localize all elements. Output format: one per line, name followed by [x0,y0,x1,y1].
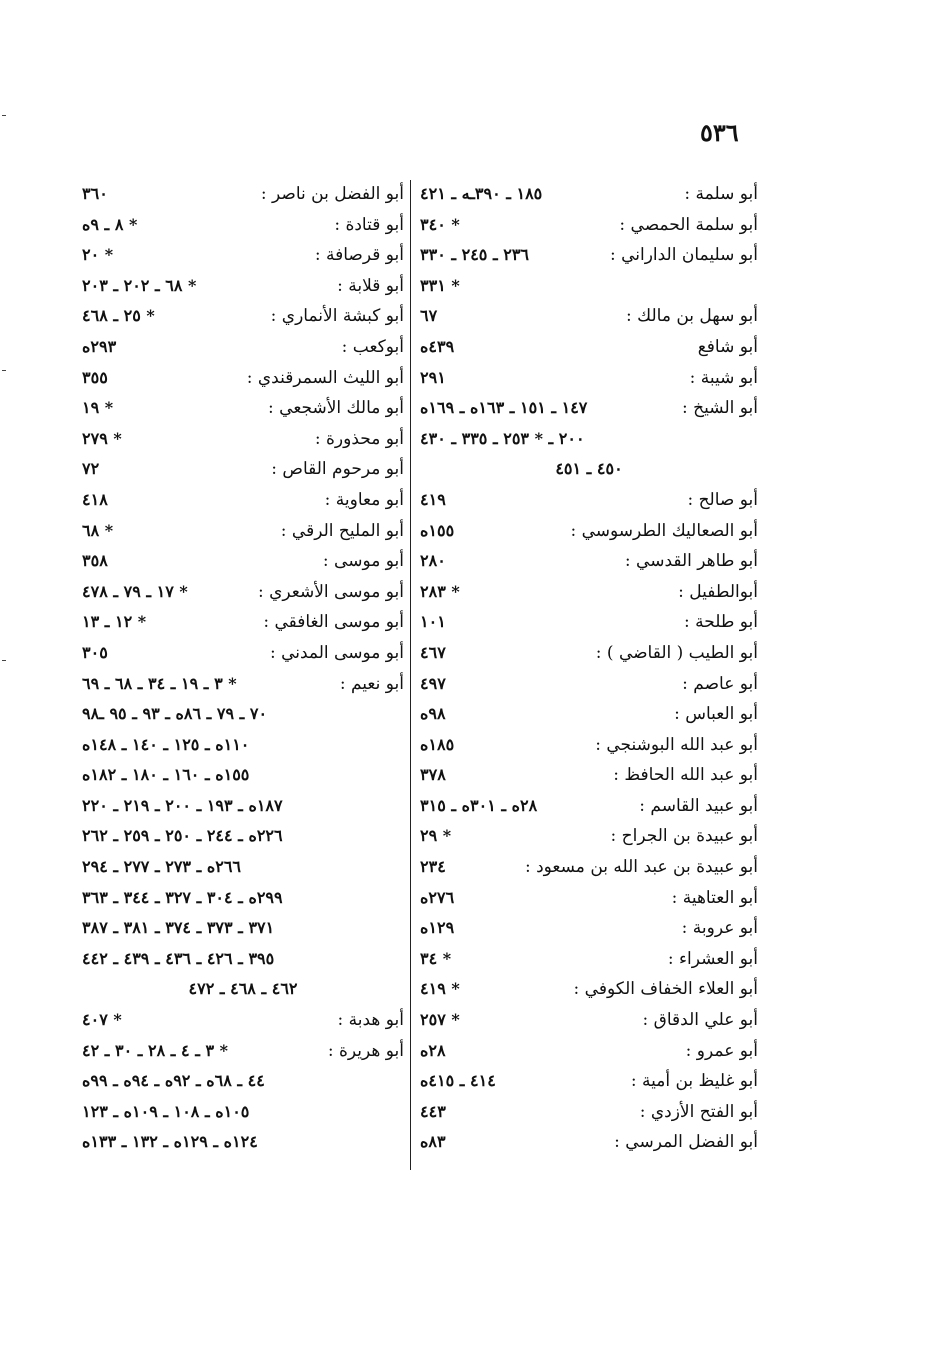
entry-page-refs: ٧٢ [82,459,100,479]
index-entry [82,638,404,669]
index-entry [420,607,758,638]
index-entry-continuation [82,944,404,975]
entry-page-refs: ٣٠٥ [82,642,108,662]
entry-page-refs: ٣٩٥ ـ ٤٢٦ ـ ٤٣٦ ـ ٤٣٩ ـ ٤٤٢ [82,948,275,968]
entry-name: أبو شافع [697,336,758,357]
entry-page-refs: ٢٢٦ه ـ ٢٤٤ ـ ٢٥٠ ـ ٢٥٩ ـ ٢٦٢ [82,826,283,846]
scan-mark [2,660,6,661]
entry-page-refs: ٣٥٥ [82,367,108,387]
entry-name: أبو مرحوم القاص : [271,459,404,480]
entry-page-refs: * ٣٣١ [420,275,460,295]
entry-page-refs: ٤٩٧ [420,673,446,693]
index-entry-continuation [82,730,404,761]
entry-page-refs: ٢٠٠ ـ * ٢٥٣ ـ ٣٣٥ ـ ٤٣٠ [420,428,585,448]
entry-name: أبو الفضل المرسي : [614,1132,758,1153]
entry-name: أبو عبيد القاسم : [639,795,758,816]
index-entry [420,699,758,730]
index-entry [420,760,758,791]
entry-page-refs: * ٨ ـ ٩ه [82,214,138,234]
entry-name: أبو العشراء : [667,948,758,969]
index-entry [82,546,404,577]
index-entry [420,546,758,577]
entry-name: أبو موسى الغافقي : [263,612,404,633]
index-column-left [82,179,404,1158]
index-entry [82,363,404,394]
entry-page-refs: ١١٠ه ـ ١٢٥ ـ ١٤٠ ـ ١٤٨ه [82,734,250,754]
entry-name: أبو هريرة : [327,1040,404,1061]
index-entry [420,1066,758,1097]
entry-page-refs: ٤٦٧ [420,642,446,662]
index-entry [82,607,404,638]
index-entry-continuation [82,913,404,944]
index-entry-continuation [82,852,404,883]
entry-page-refs: ٣٥٨ [82,551,108,571]
entry-name: أبو المليح الرقي : [280,520,404,541]
index-column-right [420,179,758,1158]
entry-page-refs: * ٣٤ [420,948,452,968]
entry-page-refs: * ٤١٩ [420,979,460,999]
index-entry [82,577,404,608]
index-entry [420,852,758,883]
index-entry-continuation [82,699,404,730]
index-entry [82,516,404,547]
index-entry [420,179,758,210]
entry-name: أبو قلابة : [337,275,404,296]
page-number: ٥٣٦ [700,118,739,147]
entry-page-refs: ٢٣٦ ـ ٢٤٥ ـ ٣٣٠ [420,245,529,265]
entry-page-refs: * ٣ ـ ١٩ ـ ٣٤ ـ ٦٨ ـ ٦٩ [82,673,237,693]
entry-name: أبو عروبة : [681,918,758,939]
entry-name: أبو العلاء الخفاف الكوفي : [573,979,758,1000]
entry-name: أبو غليظ بن أمية : [630,1071,758,1092]
entry-page-refs: * ٢٧٩ [82,428,122,448]
index-entry-continuation [420,454,758,485]
entry-name: أبو شيبة : [689,367,758,388]
index-entry [420,791,758,822]
index-entry [82,424,404,455]
index-entry-continuation [420,424,758,455]
entry-page-refs: ٣٧٨ [420,765,446,785]
entry-page-refs: * ٢٥ ـ ٤٦٨ [82,306,155,326]
entry-page-refs: ٢٩٣ه [82,336,117,356]
entry-page-refs: ٢٣٤ [420,857,446,877]
entry-page-refs: ١٨٧ه ـ ١٩٣ ـ ٢٠٠ ـ ٢١٩ ـ ٢٢٠ [82,795,283,815]
entry-name: أبو قرصافة : [314,245,404,266]
index-entry-continuation [82,974,404,1005]
entry-page-refs: ٨٣ه [420,1132,446,1152]
index-entry [82,240,404,271]
index-entry [82,454,404,485]
entry-page-refs: ٤٤ ـ ٦٨ه ـ ٩٢ه ـ ٩٤ه ـ ٩٩ه [82,1071,265,1091]
index-entry-continuation [82,883,404,914]
index-entry [420,332,758,363]
index-entry [420,516,758,547]
entry-name: أبو محذورة : [314,428,404,449]
index-entry [82,485,404,516]
entry-name: أبو طاهر القدسي : [624,551,758,572]
entry-page-refs: ١٨٥ ـ ٣٩٠ـه ـ ٤٢١ [420,184,543,203]
entry-name: أبو مالك الأشجعي : [268,398,404,419]
index-entry [420,1036,758,1067]
index-entry-continuation [420,271,758,302]
entry-page-refs: ٣٦٠ [82,184,108,203]
index-entry [420,393,758,424]
scan-mark [2,370,6,371]
index-entry [420,974,758,1005]
index-entry [82,301,404,332]
entry-name: أبو سليمان الداراني : [609,245,758,266]
entry-page-refs: ٤٤٣ [420,1101,446,1121]
entry-page-refs: * ٦٨ ـ ٢٠٢ ـ ٢٠٣ [82,275,197,295]
index-entry [420,1127,758,1158]
index-entry [420,913,758,944]
entry-name: أبو عبيدة بن عبد الله بن مسعود : [524,857,758,878]
entry-page-refs: * ٢٥٧ [420,1010,460,1030]
entry-page-refs: ٤٦٢ ـ ٤٦٨ ـ ٤٧٢ [188,979,298,999]
index-entry [82,271,404,302]
index-entry [420,1097,758,1128]
entry-page-refs: ١٨٥ه [420,734,455,754]
index-entry [82,179,404,210]
entry-name: أبو موسى الأشعري : [257,581,404,602]
entry-page-refs: * ١٧ ـ ٧٩ ـ ٤٧٨ [82,581,188,601]
entry-page-refs: ١٥٥ه ـ ١٦٠ ـ ١٨٠ ـ ١٨٢ه [82,765,250,785]
entry-page-refs: * ٦٨ [82,520,114,540]
index-entry-continuation [82,1127,404,1158]
entry-page-refs: ١٤٧ ـ ١٥١ ـ ١٦٣ه ـ ١٦٩ه [420,398,588,418]
entry-name: أبو كبشة الأنماري : [270,306,404,327]
entry-name: أبو الفتح الأزدي : [639,1101,758,1122]
entry-name: أبو سهل بن مالك : [626,306,758,327]
entry-page-refs: ٣٧١ ـ ٣٧٣ ـ ٣٧٤ ـ ٣٨١ ـ ٣٨٧ [82,918,275,938]
entry-page-refs: ٢٩٩ه ـ ٣٠٤ ـ ٣٢٧ ـ ٣٤٤ ـ ٣٦٣ [82,887,283,907]
entry-page-refs: ٢٧٦ه [420,887,455,907]
index-entry [420,577,758,608]
index-entry [420,821,758,852]
entry-name: أبو هدبة : [337,1010,404,1031]
entry-name: أبو موسى : [322,551,404,572]
index-entry [420,485,758,516]
entry-page-refs: ٤١٤ ـ ٤١٥ه [420,1071,496,1091]
scan-mark [2,115,6,116]
index-entry-continuation [82,1066,404,1097]
entry-name: أبو عبد الله الحافظ : [613,765,758,786]
entry-page-refs: * ٣٤٠ [420,214,460,234]
index-entry [420,1005,758,1036]
entry-name: أبو العباس : [674,704,758,725]
entry-page-refs: ١٢٤ه ـ ١٢٩ه ـ ١٣٢ ـ ١٣٣ه [82,1132,258,1152]
entry-name: أبو سلمة الحمصي : [619,214,758,235]
index-entry [420,240,758,271]
entry-page-refs: ٢٦٦ه ـ ٢٧٣ ـ ٢٧٧ ـ ٢٩٤ [82,857,241,877]
index-entry [420,730,758,761]
entry-page-refs: ١٥٥ه [420,520,455,540]
entry-page-refs: ٤١٨ [82,489,108,509]
entry-page-refs: ٤٥٠ ـ ٤٥١ [555,459,623,479]
index-entry [420,883,758,914]
entry-page-refs: ١٠١ [420,612,446,632]
entry-name: أبو الطيب ( القاضي ) : [595,642,758,663]
entry-page-refs: * ٢٠ [82,245,114,265]
entry-page-refs: ٦٧ [420,306,438,326]
entry-name: أبو قتادة : [334,214,404,235]
index-entry-continuation [82,1097,404,1128]
entry-name: أبو معاوية : [324,489,404,510]
index-entry [420,669,758,700]
entry-page-refs: ٩٨ه [420,704,446,724]
entry-name: أبو طلحة : [683,612,758,633]
entry-page-refs: ١٢٩ه [420,918,455,938]
entry-page-refs: ٢٩١ [420,367,446,387]
entry-name: أبو الشيخ : [682,398,758,419]
entry-page-refs: ٢٨٠ [420,551,446,571]
entry-page-refs: ٢٨ه ـ ٣٠١ه ـ ٣١٥ [420,795,538,815]
index-entry [420,638,758,669]
entry-name: أبو عاصم : [682,673,758,694]
entry-name: أبو نعيم : [339,673,404,694]
column-divider [410,180,411,1170]
entry-name: أبو الفضل بن ناصر : [260,184,404,204]
index-entry [420,944,758,975]
index-entry [82,1036,404,1067]
entry-name: أبو صالح : [687,489,758,510]
entry-page-refs: ٤١٩ [420,489,446,509]
entry-name: أبو الصعاليك الطرسوسي : [570,520,758,541]
index-entry-continuation [82,760,404,791]
index-entry [82,332,404,363]
index-entry [420,210,758,241]
entry-name: أبو عبيدة بن الجراح : [610,826,758,847]
index-entry [82,1005,404,1036]
entry-name: أبو الليث السمرقندي : [246,367,404,388]
index-entry-continuation [82,821,404,852]
entry-page-refs: * ٢٩ [420,826,452,846]
index-entry [420,301,758,332]
entry-page-refs: ٢٨ه [420,1040,446,1060]
entry-name: أبوالطفيل : [678,581,758,602]
entry-name: أبوكعب : [341,336,404,357]
entry-page-refs: ٤٣٩ه [420,336,455,356]
entry-page-refs: * ١٢ ـ ١٣ [82,612,147,632]
entry-page-refs: * ٣ ـ ٤ ـ ٢٨ ـ ٣٠ ـ ٤٢ [82,1040,228,1060]
index-entry [420,363,758,394]
entry-page-refs: ٧٠ ـ ٧٩ ـ ٨٦ه ـ ٩٣ ـ ٩٥ ـ٩٨ [82,704,268,724]
entry-name: أبو سلمة : [684,184,758,204]
index-entry-continuation [82,791,404,822]
entry-name: أبو عمرو : [685,1040,758,1061]
entry-page-refs: ١٠٥ه ـ ١٠٨ ـ ١٠٩ه ـ ١٢٣ [82,1101,250,1121]
index-entry [82,669,404,700]
entry-page-refs: * ٢٨٣ [420,581,460,601]
entry-name: أبو العتاهية : [671,887,758,908]
entry-page-refs: * ٤٠٧ [82,1010,122,1030]
entry-name: أبو عبد الله البوشنجي : [595,734,758,755]
index-entry [82,393,404,424]
entry-page-refs: * ١٩ [82,398,114,418]
index-entry [82,210,404,241]
entry-name: أبو موسى المدني : [269,642,404,663]
entry-name: أبو علي الدقاق : [642,1010,758,1031]
